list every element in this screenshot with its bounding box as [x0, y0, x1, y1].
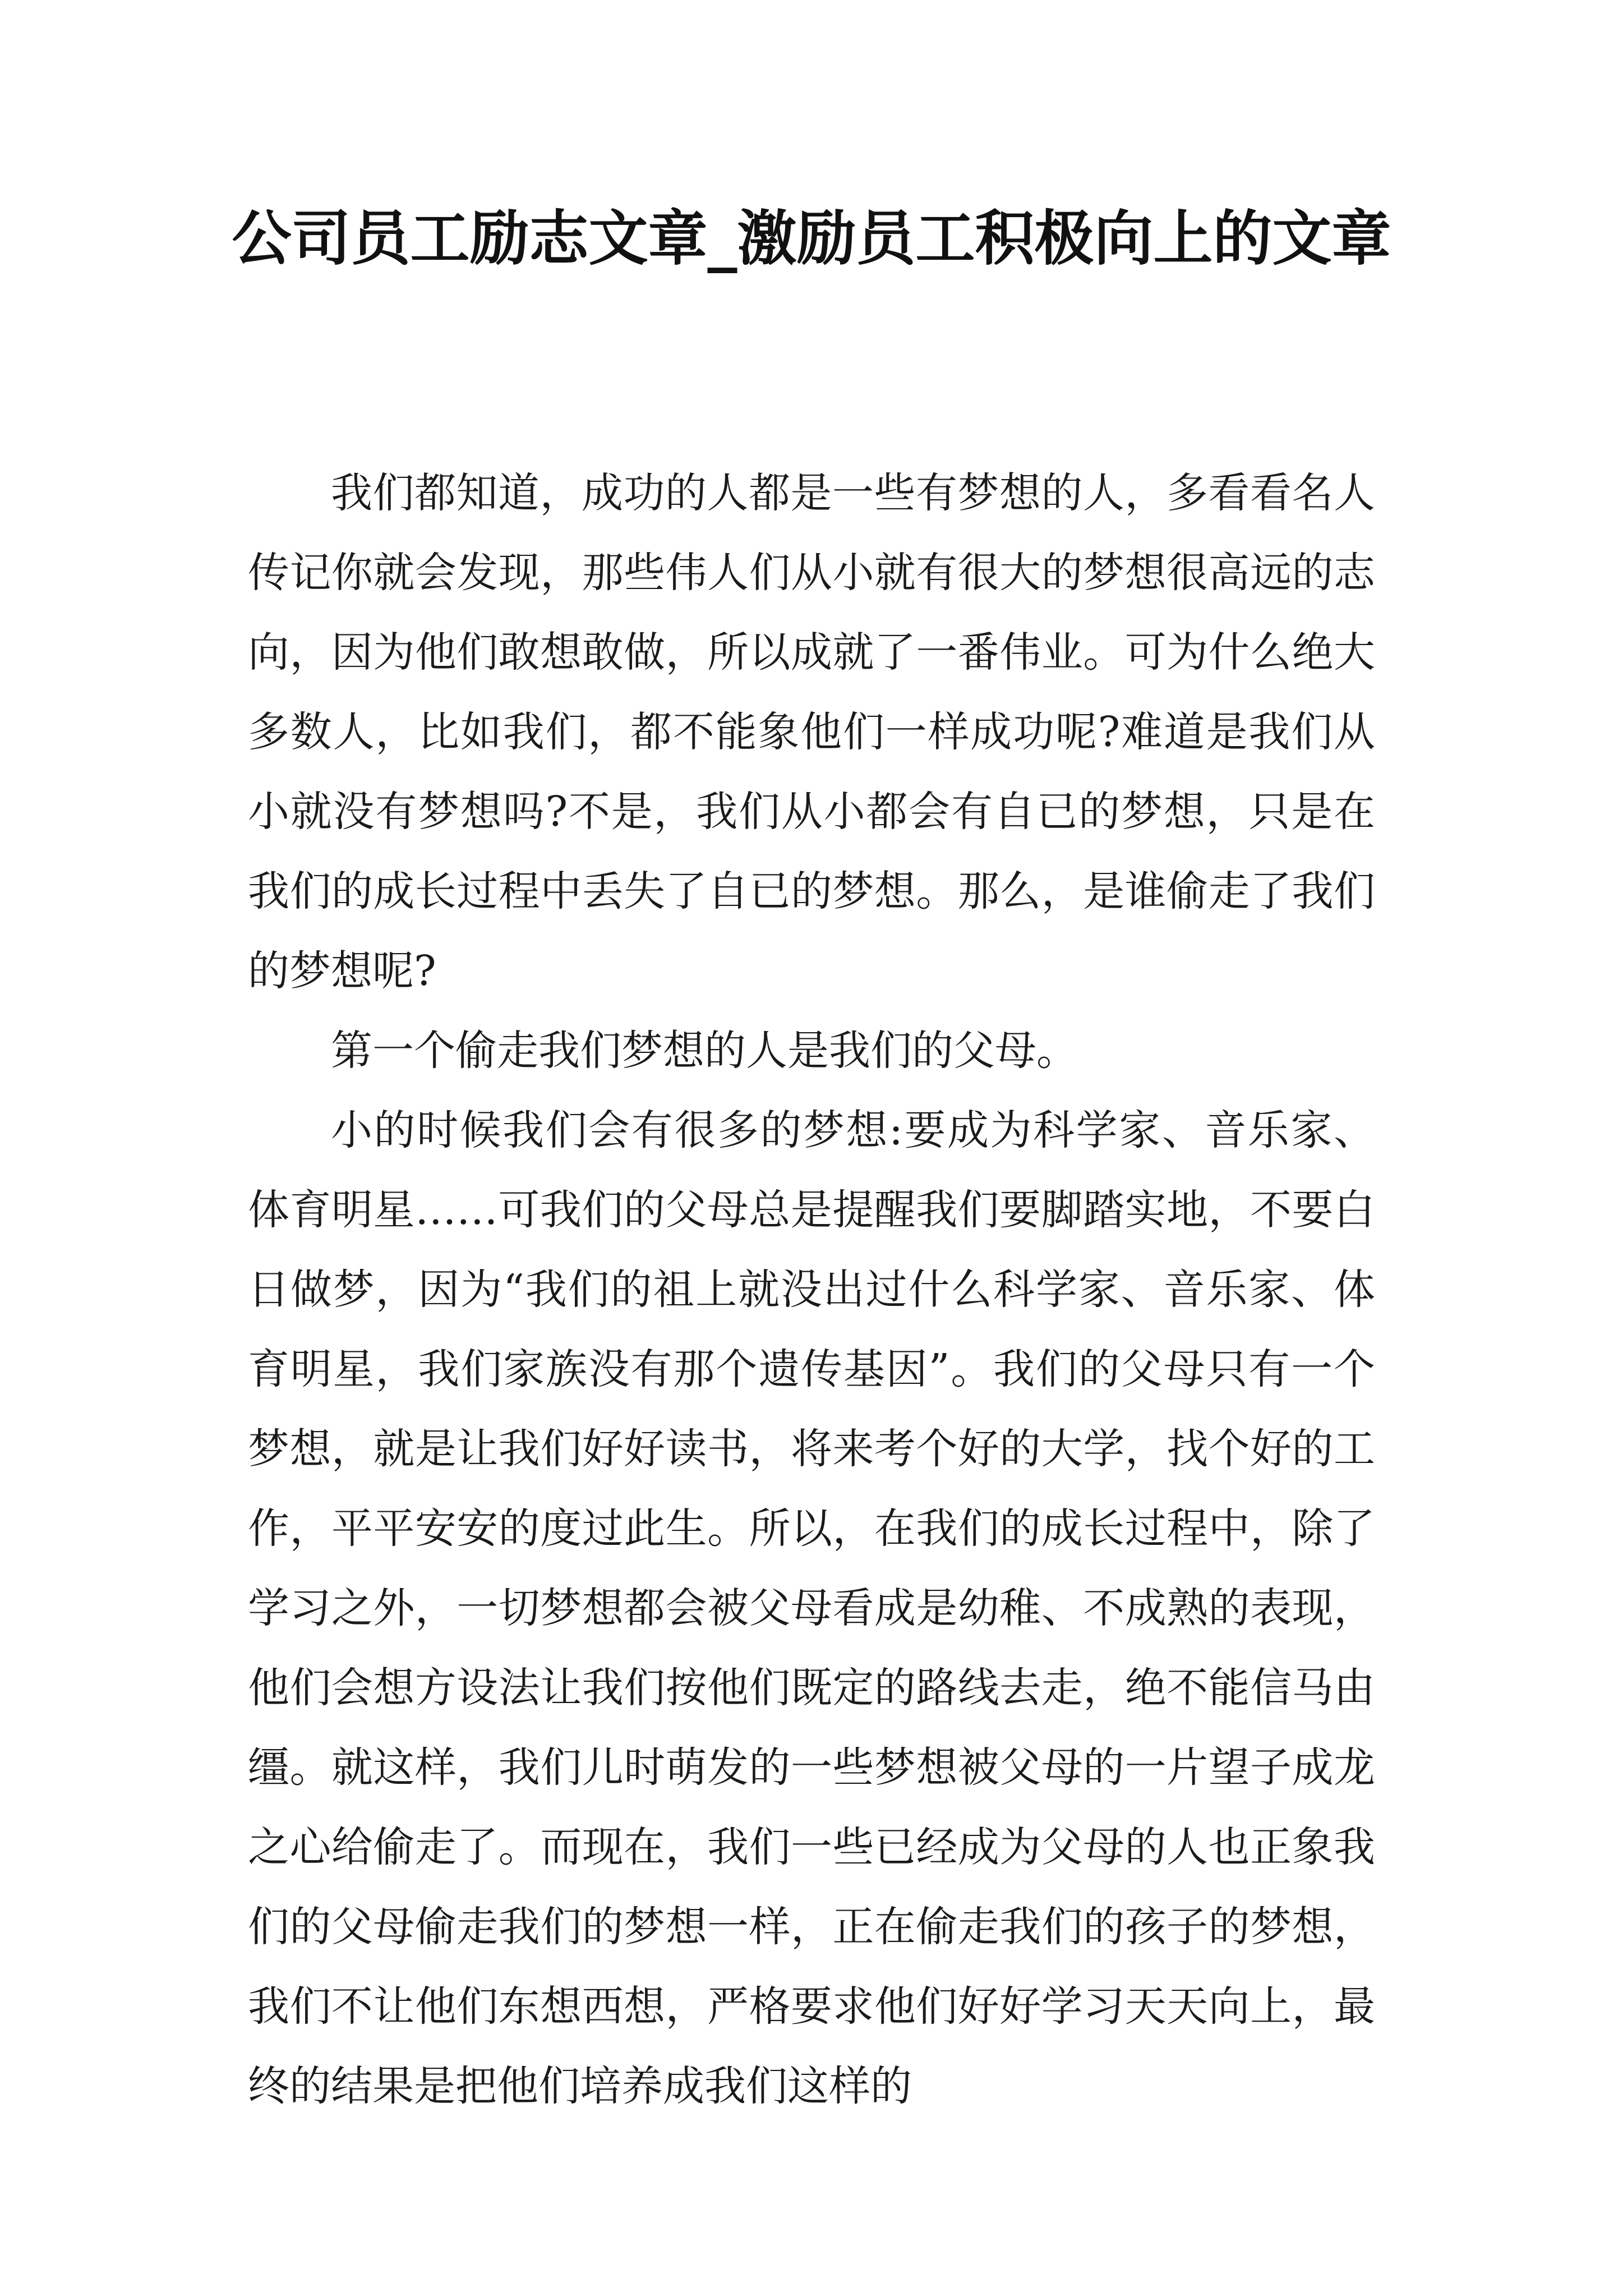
document-body — [248, 453, 1375, 2126]
paragraph-first-thief: 第一个偷走我们梦想的人是我们的父母。 — [331, 1027, 1078, 1075]
paragraph-intro: 我们都知道，成功的人都是一些有梦想的人，多看看名人传记你就会发现，那些伟人们从小就有很大的梦想很高远的志向，因为他们敢想敢做，所以成就了一番伟业。可为什么绝大多数人，比如我们，都不能象他们一样成功呢?难道是我们从小就没有梦想吗?不是，我们从小都会有自已的梦想，只是在我们的成长过程中丢失了自已的梦想。那么，是谁偷走了我们的梦想呢? — [248, 469, 1375, 995]
paragraph-childhood-dreams: 小的时候我们会有很多的梦想:要成为科学家、音乐家、体育明星……可我们的父母总是提醒我们要脚踏实地，不要白日做梦，因为“我们的祖上就没出过什么科学家、音乐家、体育明星，我们家族没有那个遗传基因”。我们的父母只有一个梦想，就是让我们好好读书，将来考个好的大学，找个好的工作，平平安安的度过此生。所以，在我们的成长过程中，除了学习之外，一切梦想都会被父母看成是幼稚、不成熟的表现，他们会想方设法让我们按他们既定的路线去走，绝不能信马由缰。就这样，我们儿时萌发的一些梦想被父母的一片望子成龙之心给偷走了。而现在，我们一些已经成为父母的人也正象我们的父母偷走我们的梦想一样，正在偷走我们的孩子的梦想，我们不让他们东想西想，严格要求他们好好学习天天向上，最终的结果是把他们培养成我们这样的 — [248, 1106, 1375, 2110]
document-title: 公司员工励志文章_激励员工积极向上的文章 — [232, 204, 1391, 273]
